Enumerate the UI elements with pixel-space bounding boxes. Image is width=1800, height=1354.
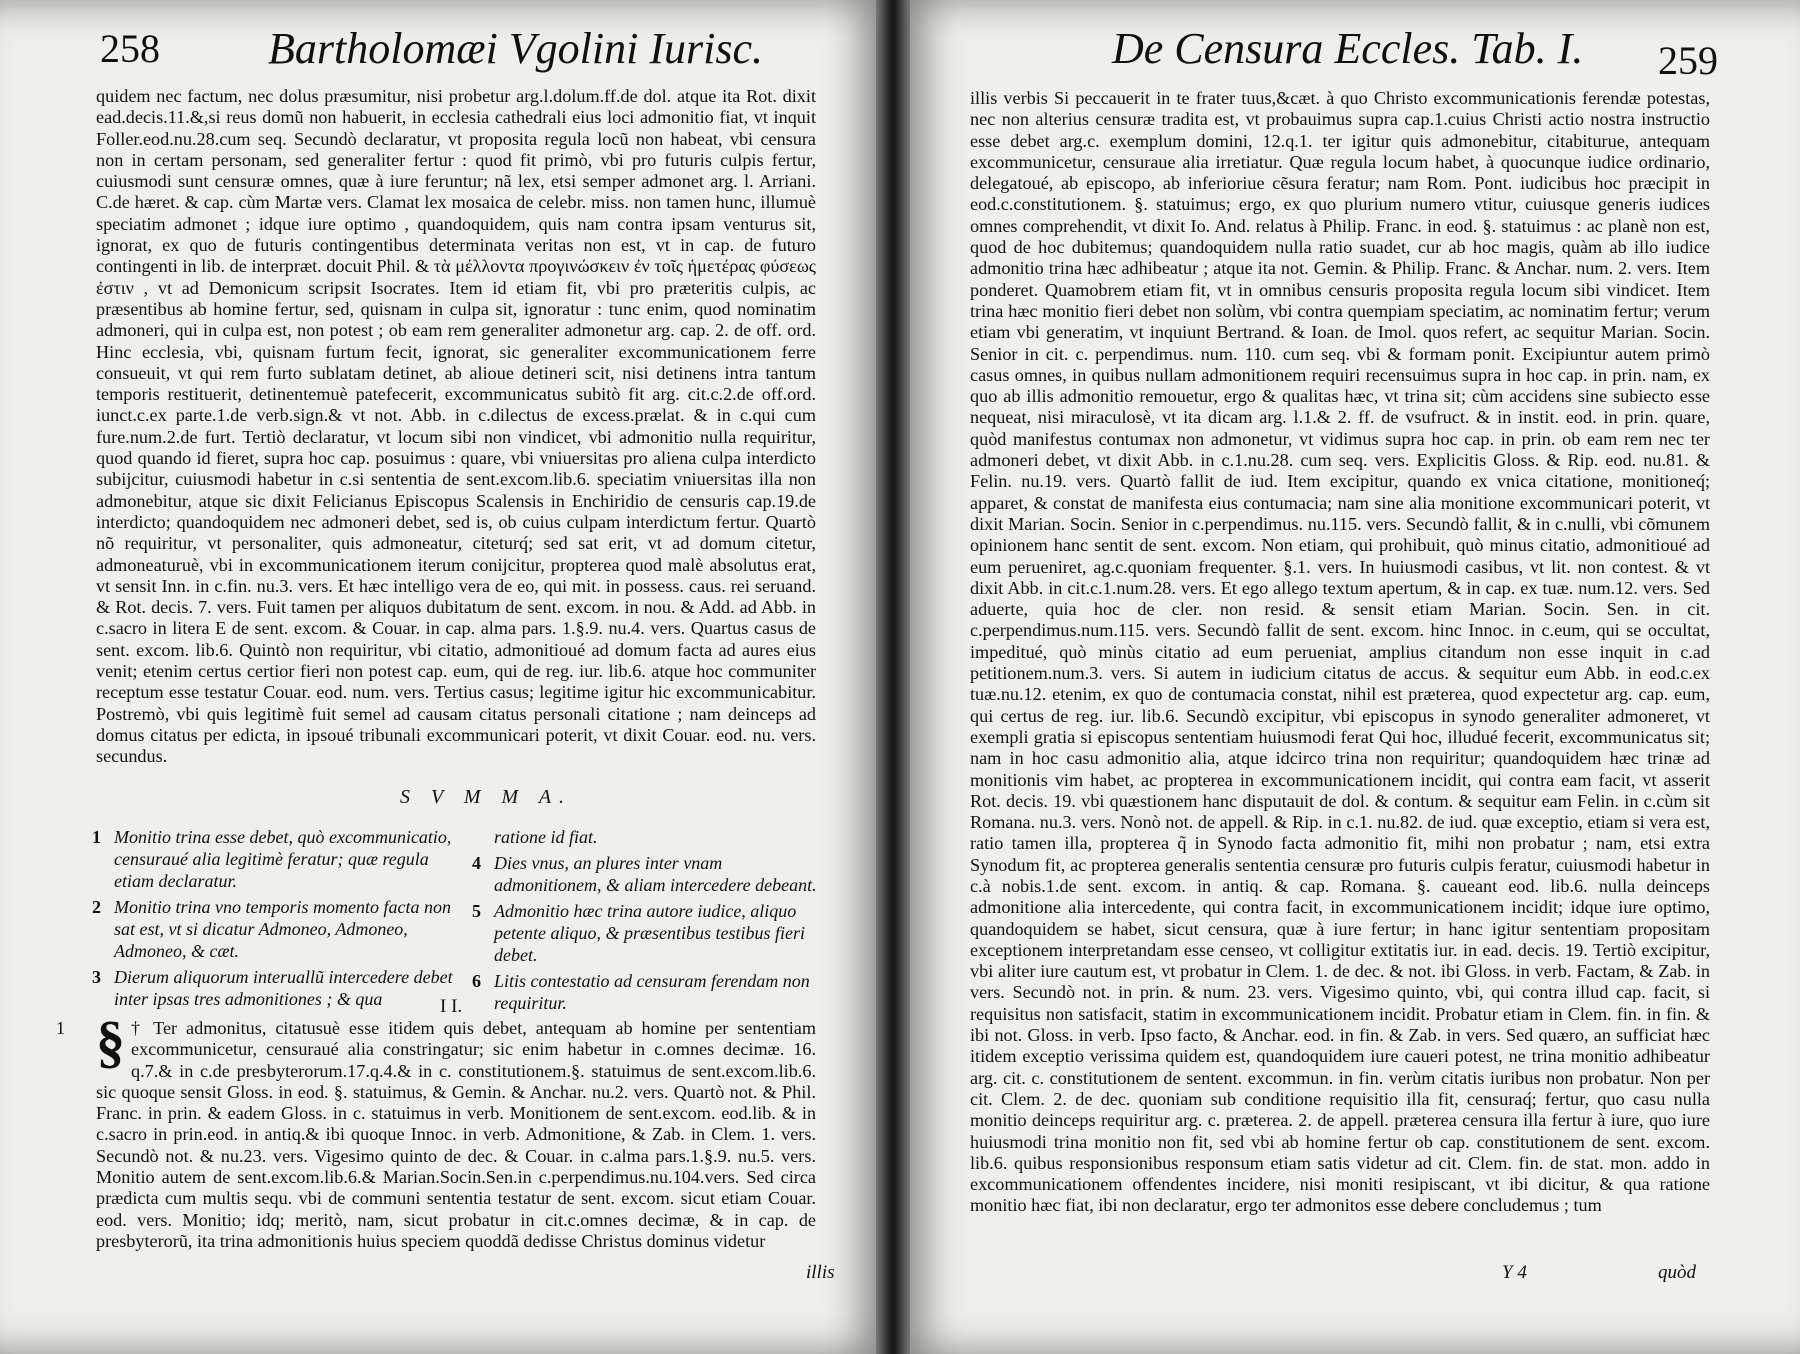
summa-item: [472, 852, 822, 896]
right-body-text: [970, 88, 1710, 1217]
left-running-title: Bartholomæi Vgolini Iurisc.: [268, 24, 763, 73]
summa-item-text: Dierum aliquorum interuallũ intercedere debet inter ipsas tres admonitiones ; & qua: [114, 967, 453, 1009]
summa-item-number: 1: [92, 827, 101, 847]
margin-number: 1: [56, 1018, 65, 1038]
summa-column-right: [472, 826, 822, 1018]
left-page: [0, 0, 893, 1354]
summa-item: [472, 826, 822, 848]
right-page-number: 259: [1658, 38, 1718, 83]
right-running-title: De Censura Eccles. Tab. I.: [1112, 24, 1584, 73]
summa-item-number: 4: [472, 853, 481, 873]
summa-item: [472, 900, 822, 966]
summa-item-number: 2: [92, 897, 101, 917]
section-body-paragraph: † Ter admonitus, citatusuè esse itidem quis debet, antequam ab homine per sententiam excommunicetur, censuraué alia constringatur; sic enim habetur in c.omnes decimæ. 16. q.7.& in c.de presbyterorum.17.q.4.& in c. constitutionem.§. statuimus de sent.excom.lib.6. sic quoque sensit Gloss. in eod. §. statuimus, & Gemin. & Anchar. nu.2. vers. Quartò not. & Phil. Franc. in prin. & eadem Gloss. in c. statuimus in verb. Monitionem de sent.excom. eod.lib. & in c.sacro in prin.eod. in antiq.& ibi quoque Innoc. in verb. Admonitione, & Zab. in Clem. 1. vers. Secundò not. & nu.23. vers. Vigesimo quinto de dec. & Couar. in c.alma pars.1.§.9. nu.5. vers. Monitio autem de sent.excom.lib.6.& Marian.Socin.Sen.in c.perpendimus.nu.104.vers. Sed circa prædicta cum multis sequ. vbi de communi sententia testatur de sent. excom. sicut etiam Couar. eod. vers. Monitio; idq; meritò, nam, sicut probatur in cit.c.omnes decimæ, & in cap. de presbyterorũ, ita trina admonitionis huius speciem quoddã dedisse Christus dominus videtur: [96, 1018, 816, 1251]
summa-column-left: [92, 826, 462, 1014]
summa-item-text: ratione id fiat.: [494, 827, 598, 847]
right-catchword: quòd: [1658, 1262, 1696, 1283]
summa-item-text: Monitio trina esse debet, quò excommunicatio, censuraué alia legitimè feratur; quæ regula etiam declaratur.: [114, 827, 452, 891]
summa-item-text: Monitio trina vno temporis momento facta non sat est, vt si dicatur Admoneo, Admoneo, Admoneo, & cæt.: [114, 897, 451, 961]
right-page: [893, 0, 1800, 1354]
section-mark: I I.: [440, 996, 463, 1017]
summa-item-number: [472, 826, 494, 848]
left-page-number: 258: [100, 26, 160, 71]
summa-item: [92, 966, 462, 1010]
left-body-paragraph: quidem nec factum, nec dolus præsumitur, nisi probetur arg.l.dolum.ff.de dol. atque ita Rot. dixit ead.decis.11.&,si reus domũ non habuerit, in ecclesia cathedrali eius loci admonitio fiat, vt inquit Foller.eod.nu.28.cum seq. Secundò declaratur, vt proposita regula locũ non habeat, vbi censura non in certam personam, sed generaliter fertur : quod fit primò, vbi pro futuris culpis fertur, cuiusmodi sunt censuræ omnes, quæ à iure feruntur; nã lex, etsi semper admonet arg. l. Arriani. C.de hæret. & cap. cùm Martæ vers. Clamat lex mosaica de celebr. miss. non tamen hunc, illumuè speciatim admonet ; idque iure optimo , quandoquidem, quis nam contra ipsam venturus sit, ignorat, ex quo de futuris contingentibus determinata veritas non est, vt in cap. de futuro contingenti in lib. de interpræt. docuit Phil. & τὰ μέλλοντα προγινώσκειν ἐν τοῖς ἡμετέρας φύσεως ἐστιν , vt ad Demonicum scripsit Isocrates. Item id etiam fit, vbi pro præteritis culpis, ac præsentibus ab homine fertur, sed, quisnam in culpa sit, ignoratur : tunc enim, quod nominatim admoneri, qui in culpa est, non potest ; ob eam rem generaliter admonetur arg. cap. 2. de off. ord. Hinc ecclesia, vbi, quisnam furtum fecit, ignorat, sic generaliter excommunicationem ferre consueuit, vt qui rem furto sublatam detinet, ab alioue detineri scit, nisi detinens intra tantum temporis restituerit, detinentemuè patefecerit, excommunicatus subitò fit arg. cit.c.2.de off.ord. iunct.c.ex parte.1.de verb.sign.& vt not. Abb. in c.dilectus de excess.prælat. & in c.qui cum fure.num.2.de furt. Tertiò declaratur, vt locum sibi non vindicet, vbi admonitio nulla requiritur, quod quando id fieret, supra hoc cap. posuimus : quare, vbi vniuersitas pro aliena culpa interdicto subijcitur, cuiusmodi habetur in c.si sententia de sent.excom.lib.6. speciatim vniuersitas illa non admonebitur, atque sic dixit Felicianus Episcopus Scalensis in Enchiridio de censuris cap.19.de interdicto; quandoquidem nec admoneri debet, sed is, ob cuius culpam interdictum fertur. Quartò nõ requiritur, vt personaliter, quis admoneatur, citeturq́; sed sat erit, vt ad domum citetur, admoneaturuè, vbi in excommunicationem iterum conijcitur, propterea quod malè absolutus erat, vt sensit Inn. in c.fin. nu.3. vers. Et hæc intelligo vera de eo, qui mit. in possess. caus. rei seruand. & Rot. decis. 7. vers. Fuit tamen per aliquos dubitatum de sent. excom. in nou. & Add. ad Abb. in c.sacro in litera E de sent. excom. & Couar. in cap. alma pars. 1.§.9. nu.4. vers. Quartus casus de sent. excom. lib.6. Quintò non requiritur, vbi citatio, admonitioué ad domum facta ad aures eius venit; etenim certus certior fieri non potest cap. eum, qui de reg. iur. lib.6. atque hoc communiter receptum esse testatur Couar. eod. num. vers. Tertius casus; legitime igitur hic excommunicabitur. Postremò, vbi quis legitimè fuit semel ad causam citatus personali citatione ; nam deinceps ad domus citatus per edicta, in ipsoué tribunali excommunicari poterit, vt dixit Couar. eod. nu. vers. secundus.: [96, 86, 816, 767]
book-gutter: [876, 0, 910, 1354]
summa-item-text: Litis contestatio ad censuram ferendam non requiritur.: [494, 971, 810, 1013]
summa-item-number: 5: [472, 901, 481, 921]
summa-heading: S V M M A.: [400, 786, 573, 808]
summa-item-text: Admonitio hæc trina autore iudice, aliquo petente aliquo, & præsentibus testibus fieri debet.: [494, 901, 805, 965]
summa-item-text: Dies vnus, an plures inter vnam admonitionem, & aliam intercedere debeant.: [494, 853, 817, 895]
summa-item-number: 3: [92, 967, 101, 987]
signature-mark: Y 4: [1502, 1262, 1527, 1283]
summa-item: [92, 826, 462, 892]
paragraph-mark-icon: §: [96, 1009, 125, 1074]
left-catchword: illis: [806, 1262, 835, 1283]
left-body-text: [96, 86, 816, 768]
summa-item: [92, 896, 462, 962]
summa-item: [472, 970, 822, 1014]
summa-item-number: 6: [472, 971, 481, 991]
section-body-text: [96, 1009, 816, 1252]
right-body-paragraph: illis verbis Si peccauerit in te frater tuus,&cæt. à quo Christo excommunicationis ferendæ potestas, nec non alterius censuræ tradita est, vt probauimus supra cap.1.cuius Christi actio nostra instructio esse debet arg.c. exemplum domini, 12.q.1. ter igitur quis admonebitur, citabiturue, antequam excommunicetur, censuraue alia irretiatur. Quæ regula locum habet, à quocunque iudice ordinario, delegatoué, ab episcopo, ab inferioriue cẽsura feratur; nam Rom. Pont. iudicibus hoc præcipit in eod.c.constitutionem. §. statuimus; ergo, ex quo plurium numero vtitur, cuiusque generis iudices omnes comprehendit, vt dixit Io. And. relatus à Philip. Franc. in eod. §. statuimus : ac planè non est, quod de hoc dubitemus; quandoquidem nulla ratio suadet, cur ab hoc magis, quàm ab illo iudice admonitio trina hæc adhibeatur ; atque ita not. Gemin. & Philip. Franc. & Anchar. num. 2. vers. Item ponderet. Quamobrem etiam fit, vt in omnibus censuris proposita regula locum sibi vindicet. Item trina hæc monitio fieri debet non solùm, vbi contra quempiam speciatim, ac nominatim fertur; verum etiam vbi generatim, vt inquiunt Bertrand. & Ioan. de Imol. quos refert, ac sequitur Marian. Socin. Senior in cit. c. perpendimus. num. 110. cum seq. vbi & formam ponit. Excipiuntur autem primò casus omnes, in quibus nullam admonitionem requiri recensuimus supra in hoc cap. in prin. nam, ex quo ab illis admonitio remouetur, ergo & qualitas hæc, vt trina sit; cùm accidens sine subiecto esse nequeat, nisi miraculosè, vt ita dicam arg. l.1.& 2. ff. de vsufruct. & in instit. eod. in prin. quare, quòd manifestus contumax non admonetur, vt vidimus supra hoc cap. in prin. ob eam rem nec ter admoneri debet, vt dixit Abb. in c.1.nu.28. cum seq. vers. Explicitis Gloss. & Rip. eod. nu.81. & Felin. nu.19. vers. Quartò fallit de iud. Item excipitur, quando ex vnica citatione, monitioneq́; apparet, & constat de manifesta eius contumacia; nam sine alia monitione excommunicari poterit, vt dixit Marian. Socin. Senior in c.perpendimus. nu.115. vers. Secundò fallit, & in c.nulli, vbi cõmunem opinionem hanc sentit de sent. excom. Non etiam, qui prohibuit, quò minus citatio, admonitioué ad eum perueniret, ag.c.quoniam frequenter. §.1. vers. In huiusmodi casibus, vt lit. non contest. & vt dixit Abb. in cit.c.1.num.28. vers. Et ego allego textum apertum, & in cap. ex tuæ. num.12. vers. Sed aduerte, quia hoc de cler. non resid. & sensit etiam Marian. Socin. Sen. in cit. c.perpendimus.num.115. vers. Secundò fallit de sent. excom. hinc Innoc. in c.eum, qui se occultat, impeditué, quò minùs citatio ad eum perueniat, amplius citandum non esse inquit in c.ad petitionem.num.3. vers. Si autem in iudicium citatus de accus. & sequitur eum Abb. in eod.c.ex tuæ.nu.12. etenim, ex quo de contumacia constat, nihil est præterea, quod expectetur arg. cap. eum, qui certus de reg. iur. lib.6. Secundò excipitur, vbi episcopus in synodo generaliter admoneret, vt exempli gratia si episcopus sententiam huiusmodi ferat Qui hoc, illudué fecerit, excommunicatus sit; nam in hoc casu admonitio alia, atque idcirco trina non requiritur; quandoquidem hæc trinæ ad monitionis vim habet, ac propterea in excommunicationem incidit, qui contra eam facit, vt asserit Rot. decis. 19. vbi quæstionem hanc disputauit de dol. & contum. & sequitur eam Felin. in c.cùm sit Romana. nu.3. vers. Nonò not. de appell. & Rip. in c.1. nu.82. de iud. quæ exceptio, etiam si vera est, ratio tamen illa, propterea q̃ in Synodo facta admonitio fit, mihi non probatur ; nam, etsi extra Synodum fit, ac propterea generalis sententia censuræ pro futuris culpis feratur, cuiusmodi habetur in c.à nobis.1.de sent. excom. in antiq. & cap. Romana. §. caueant eod. lib.6. nulla deinceps admonitione alia intercedente, qui contra facit, in excommunicationem incidit; idque iure optimo, quandoquidem se habet, sicut censura, quæ à iure fertur; in hanc igitur sententiam propositam exceptionem interpretandam esse censeo, vt colligitur extitatis iur. in ead. decis. 19. Tertiò excipitur, vbi aliter iure cautum est, vt probatur in Clem. 1. de dec. & not. ibi Gloss. in verb. Factam, & Zab. in vers. Secundò not. in prin. & num. 23. vers. Vigesimo quinto, vbi, qui contra illud cap. facit, si requisitus non satisfacit, statim in excommunicationem incidit. Probatur etiam in Clem. fin. in fin. & ibi not. Gloss. in verb. Ipso facto, & Anchar. eod. in fin. & Zab. in vers. Sed quæro, an sufficiat hæc itidem exceptio verissima quidem est, quandoquidem iure caueri potest, ne trina monitio adhibeatur arg. cit. c. constitutionem de sentent. excommun. in fin. verùm citatis iuribus non probatur. Non per cit. Clem. 2. de dec. quoniam sub conditione requisitio illa fit, censuraq́; fertur, quo casu nulla monitio deinceps requiritur arg. c. præterea. 2. de appell. præterea censura illa fertur à iure, quo iure huiusmodi trina monitio non fit, sed vbi ab homine fertur ob cap. constitutionem de sent. excom. lib.6. quibus responsionibus responsum etiam satis videtur ad cit. Clem. fin. de stat. mon. addo in excommunicationem offendentes incidere, nisi moniti resipiscant, vt ibi dicitur, & qua ratione monitio hæc fiat, ibi non declaratur, ergo ter admonitos esse debere concludemus ; tum: [970, 88, 1710, 1216]
